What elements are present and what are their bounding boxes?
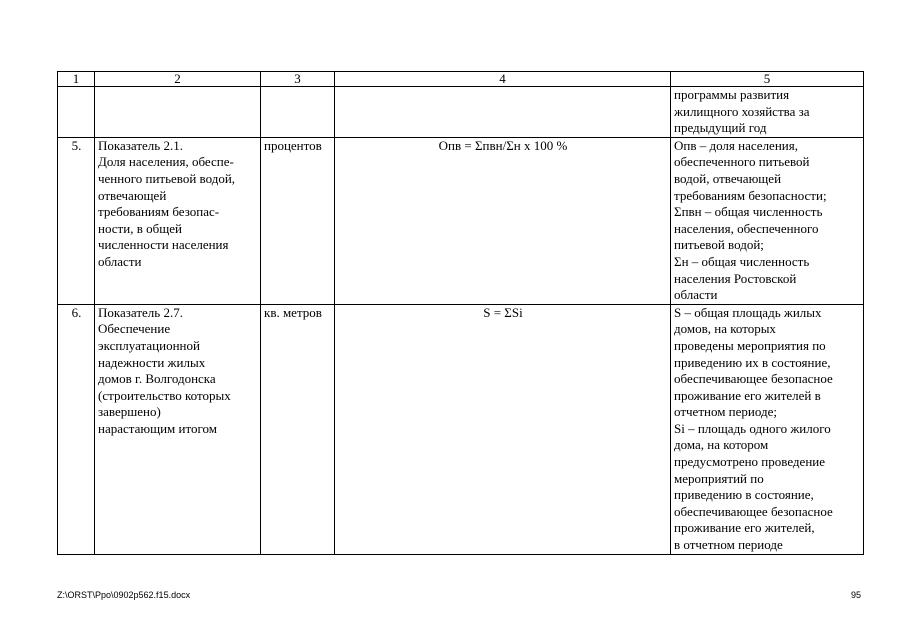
unit-cell: кв. метров: [261, 304, 335, 554]
description-cell: Опв – доля населения, обеспеченного питьевой водой, отвечающей требованиям безопасности; Σпвн – общая численность населения, обеспеченного питьевой водой; Σн – общая численность населения Ростовской области: [671, 137, 864, 304]
table-row: [58, 87, 864, 138]
indicator-name: [95, 87, 261, 138]
table-row: [58, 304, 864, 554]
file-path-footer: Z:\ORST\Ppo\0902p562.f15.docx: [57, 590, 191, 600]
formula-cell: S = ΣSi: [335, 304, 671, 554]
row-number: 6.: [58, 304, 95, 554]
row-number: [58, 87, 95, 138]
header-cell-4: 4: [335, 72, 671, 87]
header-cell-5: 5: [671, 72, 864, 87]
header-cell-2: 2: [95, 72, 261, 87]
unit-cell: процентов: [261, 137, 335, 304]
indicator-name: Показатель 2.7. Обеспечение эксплуатационной надежности жилых домов г. Волгодонска (строительство которых завершено) нарастающим итогом: [95, 304, 261, 554]
table-header-row: [58, 72, 864, 87]
table-row: [58, 137, 864, 304]
page-number: 95: [850, 590, 861, 600]
indicator-name: Показатель 2.1. Доля населения, обеспе- ченного питьевой водой, отвечающей требованиям безопас- ности, в общей численности населения области: [95, 137, 261, 304]
description-cell: программы развития жилищного хозяйства за предыдущий год: [671, 87, 864, 138]
formula-cell: [335, 87, 671, 138]
header-cell-1: 1: [58, 72, 95, 87]
row-number: 5.: [58, 137, 95, 304]
description-cell: S – общая площадь жилых домов, на которых проведены мероприятия по приведению их в состояние, обеспечивающее безопасное проживание его жителей в отчетном периоде; Si – площадь одного жилого дома, на котором предусмотрено проведение мероприятий по приведению в состояние, обеспечивающее безопасное проживание его жителей, в отчетном периоде: [671, 304, 864, 554]
formula-cell: Опв = Σпвн/Σн x 100 %: [335, 137, 671, 304]
header-cell-3: 3: [261, 72, 335, 87]
unit-cell: [261, 87, 335, 138]
indicator-table: [57, 71, 864, 555]
